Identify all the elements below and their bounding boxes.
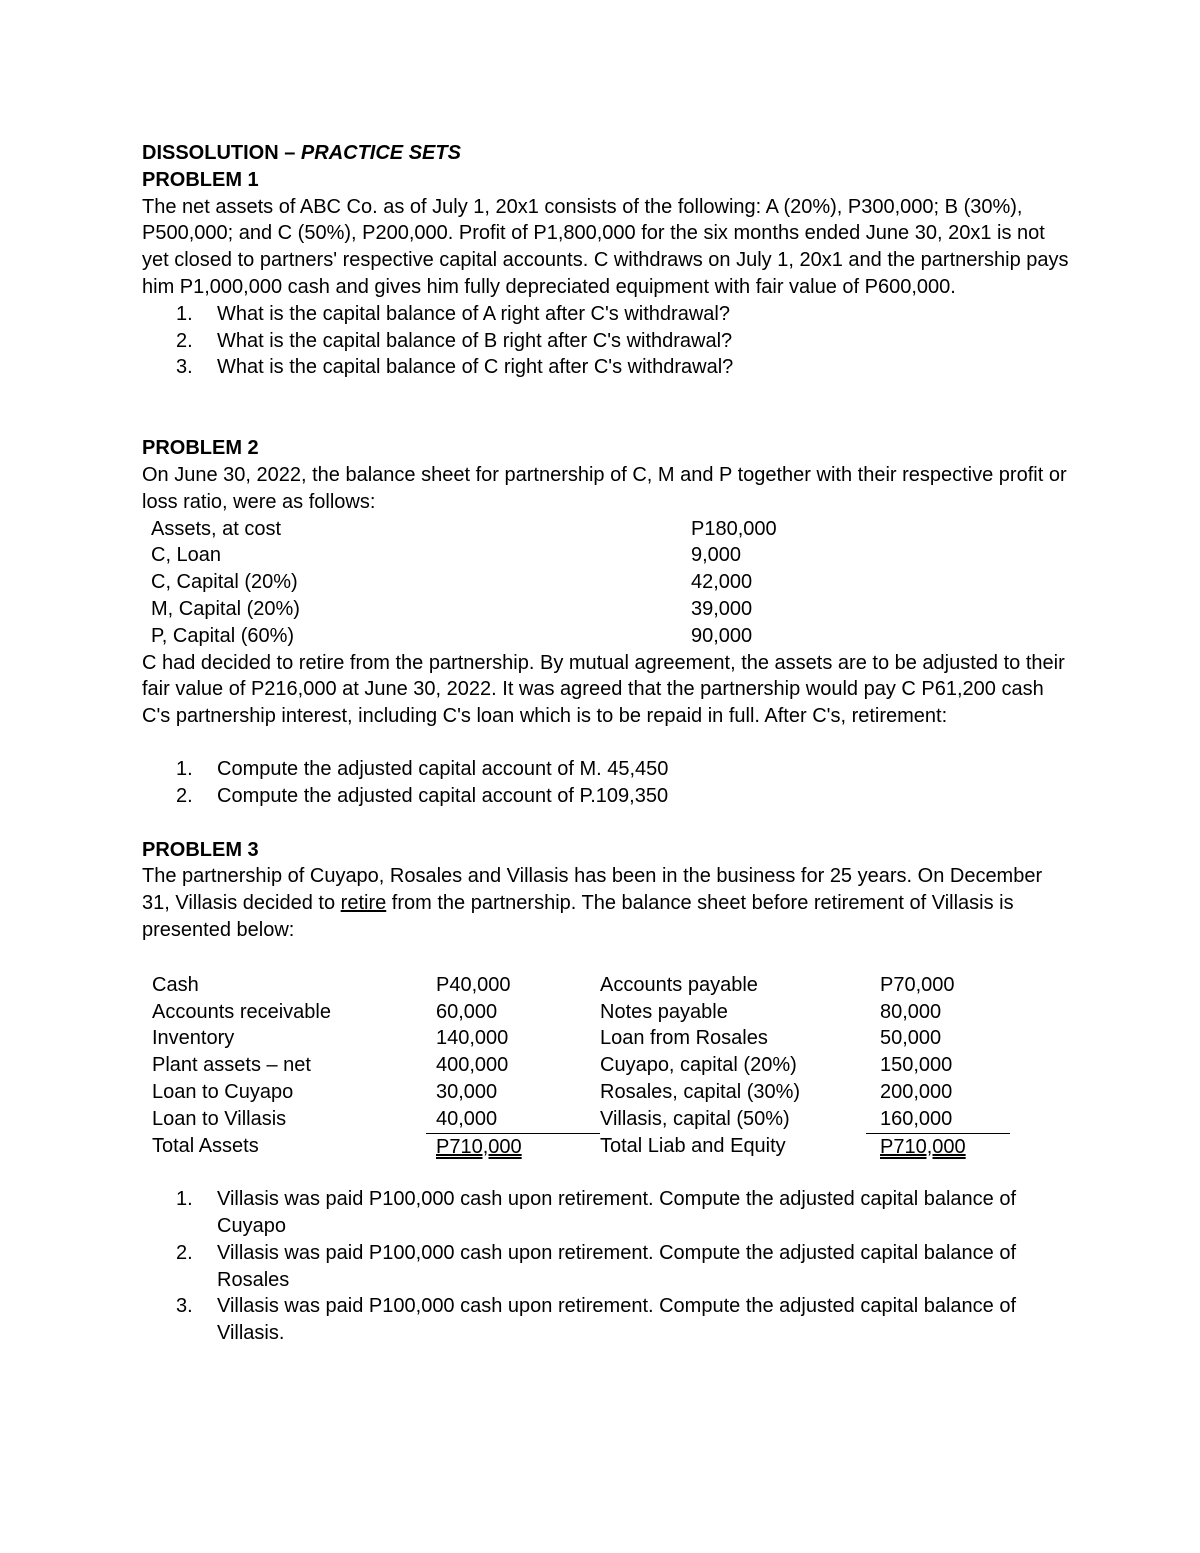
liab-value: 160,000	[866, 1106, 1010, 1133]
table-total-row	[142, 1133, 1010, 1160]
balance-row	[142, 516, 1072, 543]
table-row	[142, 972, 1010, 999]
problem3-balance-sheet	[142, 972, 1010, 1161]
asset-value: 400,000	[436, 1054, 509, 1077]
list-text: Villasis was paid P100,000 cash upon retirement. Compute the adjusted capital balance of Rosales	[217, 1241, 1017, 1291]
document-content	[142, 140, 1072, 1347]
asset-label: Inventory	[152, 1027, 235, 1050]
asset-label: Accounts receivable	[152, 1000, 331, 1023]
problem3-text-underlined: retire	[340, 892, 387, 915]
list-text: What is the capital balance of B right after C's withdrawal?	[217, 329, 733, 352]
balance-row	[142, 569, 1072, 596]
liab-label: Rosales, capital (30%)	[600, 1080, 801, 1103]
list-item	[142, 756, 1072, 783]
problem1-heading: PROBLEM 1	[142, 168, 259, 191]
problem2-heading: PROBLEM 2	[142, 437, 259, 460]
liab-value: P70,000	[880, 973, 955, 996]
title-main: DISSOLUTION –	[142, 142, 301, 164]
problem2-intro: On June 30, 2022, the balance sheet for partnership of C, M and P together with their respective profit or loss ratio, were as follows:	[142, 463, 1067, 513]
balance-label: M, Capital (20%)	[151, 597, 300, 620]
total-liab-value: P710,000	[880, 1135, 966, 1158]
balance-value: 90,000	[691, 624, 753, 647]
balance-row	[142, 623, 1072, 650]
problem3-text-before: The partnership of Cuyapo, Rosales and Villasis has been in the business for 25 years. On December 31, Villasis decided to	[142, 865, 1043, 915]
list-number: 2.	[176, 329, 193, 352]
problem2-text: C had decided to retire from the partnership. By mutual agreement, the assets are to be adjusted to their fair value of P216,000 at June 30, 2022. It was agreed that the partnership would pay C P61,200 cash C's partnership interest, including C's loan which is to be repaid in full. After C's, retirement:	[142, 651, 1065, 728]
liab-value: 200,000	[880, 1080, 953, 1103]
list-item	[142, 1240, 1072, 1294]
table-row	[142, 1025, 1010, 1052]
total-liab-label: Total Liab and Equity	[600, 1135, 786, 1157]
list-number: 3.	[176, 1295, 193, 1318]
balance-row	[142, 596, 1072, 623]
list-number: 2.	[176, 784, 193, 807]
balance-label: P, Capital (60%)	[151, 624, 295, 647]
list-text: What is the capital balance of C right after C's withdrawal?	[217, 356, 734, 379]
liab-value: 80,000	[880, 1000, 942, 1023]
problem1-text: The net assets of ABC Co. as of July 1, 20x1 consists of the following: A (20%), P300,000; B (30%), P500,000; and C (50%), P200,000. Profit of P1,800,000 for the six months ended June 30, 20x1 is not yet closed to partners' respective capital accounts. C withdraws on July 1, 20x1 and the partnership pays him P1,000,000 cash and gives him fully depreciated equipment with fair value of P600,000.	[142, 195, 1069, 298]
list-item	[142, 783, 1072, 810]
document-title	[142, 140, 1072, 167]
asset-label: Plant assets – net	[152, 1054, 311, 1077]
balance-label: Assets, at cost	[151, 517, 282, 540]
total-assets-value: P710,000	[436, 1135, 522, 1158]
list-item	[142, 301, 1072, 328]
table-row	[142, 999, 1010, 1026]
title-italic: PRACTICE SETS	[300, 142, 461, 164]
table-row	[142, 1052, 1010, 1079]
list-number: 1.	[176, 1188, 193, 1211]
balance-label: C, Loan	[151, 544, 222, 567]
list-text: Compute the adjusted capital account of M. 45,450	[217, 757, 669, 780]
asset-label: Cash	[152, 973, 199, 996]
liab-label: Cuyapo, capital (20%)	[600, 1054, 797, 1077]
problem3-questions	[142, 1186, 1072, 1347]
total-assets-value-cell	[426, 1133, 600, 1160]
list-number: 1.	[176, 302, 193, 325]
problem3-text	[142, 863, 1072, 943]
liab-label: Accounts payable	[600, 973, 758, 996]
problem1-questions	[142, 301, 1072, 381]
list-item	[142, 328, 1072, 355]
problem3-heading: PROBLEM 3	[142, 838, 259, 861]
asset-label: Loan to Cuyapo	[152, 1080, 294, 1103]
liab-label: Notes payable	[600, 1000, 728, 1023]
asset-value: P40,000	[436, 973, 511, 996]
asset-value: 30,000	[436, 1080, 498, 1103]
asset-value: 60,000	[436, 1000, 498, 1023]
liab-label: Villasis, capital (50%)	[600, 1107, 790, 1130]
balance-value: P180,000	[691, 517, 777, 540]
list-number: 1.	[176, 757, 193, 780]
table-row	[142, 1106, 1010, 1133]
list-item	[142, 1186, 1072, 1240]
total-liab-value-cell	[866, 1133, 1010, 1160]
list-text: What is the capital balance of A right after C's withdrawal?	[217, 302, 730, 325]
liab-label: Loan from Rosales	[600, 1027, 768, 1050]
list-text: Villasis was paid P100,000 cash upon retirement. Compute the adjusted capital balance of Villasis.	[217, 1295, 1017, 1345]
liab-value: 150,000	[880, 1054, 953, 1077]
liab-value: 50,000	[880, 1027, 942, 1050]
asset-value: 140,000	[436, 1027, 509, 1050]
list-item	[142, 354, 1072, 381]
problem2-balance-sheet	[142, 516, 1072, 650]
balance-value: 39,000	[691, 597, 753, 620]
total-assets-label: Total Assets	[152, 1135, 259, 1157]
list-item	[142, 1293, 1072, 1347]
balance-value: 9,000	[691, 544, 742, 567]
list-number: 2.	[176, 1241, 193, 1264]
problem2-questions	[142, 756, 1072, 810]
balance-label: C, Capital (20%)	[151, 571, 298, 594]
list-text: Villasis was paid P100,000 cash upon retirement. Compute the adjusted capital balance of Cuyapo	[217, 1188, 1017, 1238]
balance-row	[142, 542, 1072, 569]
list-text: Compute the adjusted capital account of P.109,350	[217, 784, 669, 807]
balance-value: 42,000	[691, 571, 753, 594]
asset-label: Loan to Villasis	[152, 1107, 287, 1130]
table-row	[142, 1079, 1010, 1106]
problem3-text-after: from the partnership. The balance sheet before retirement of Villasis is presented below:	[142, 892, 1014, 941]
asset-value: 40,000	[426, 1106, 600, 1133]
list-number: 3.	[176, 356, 193, 379]
